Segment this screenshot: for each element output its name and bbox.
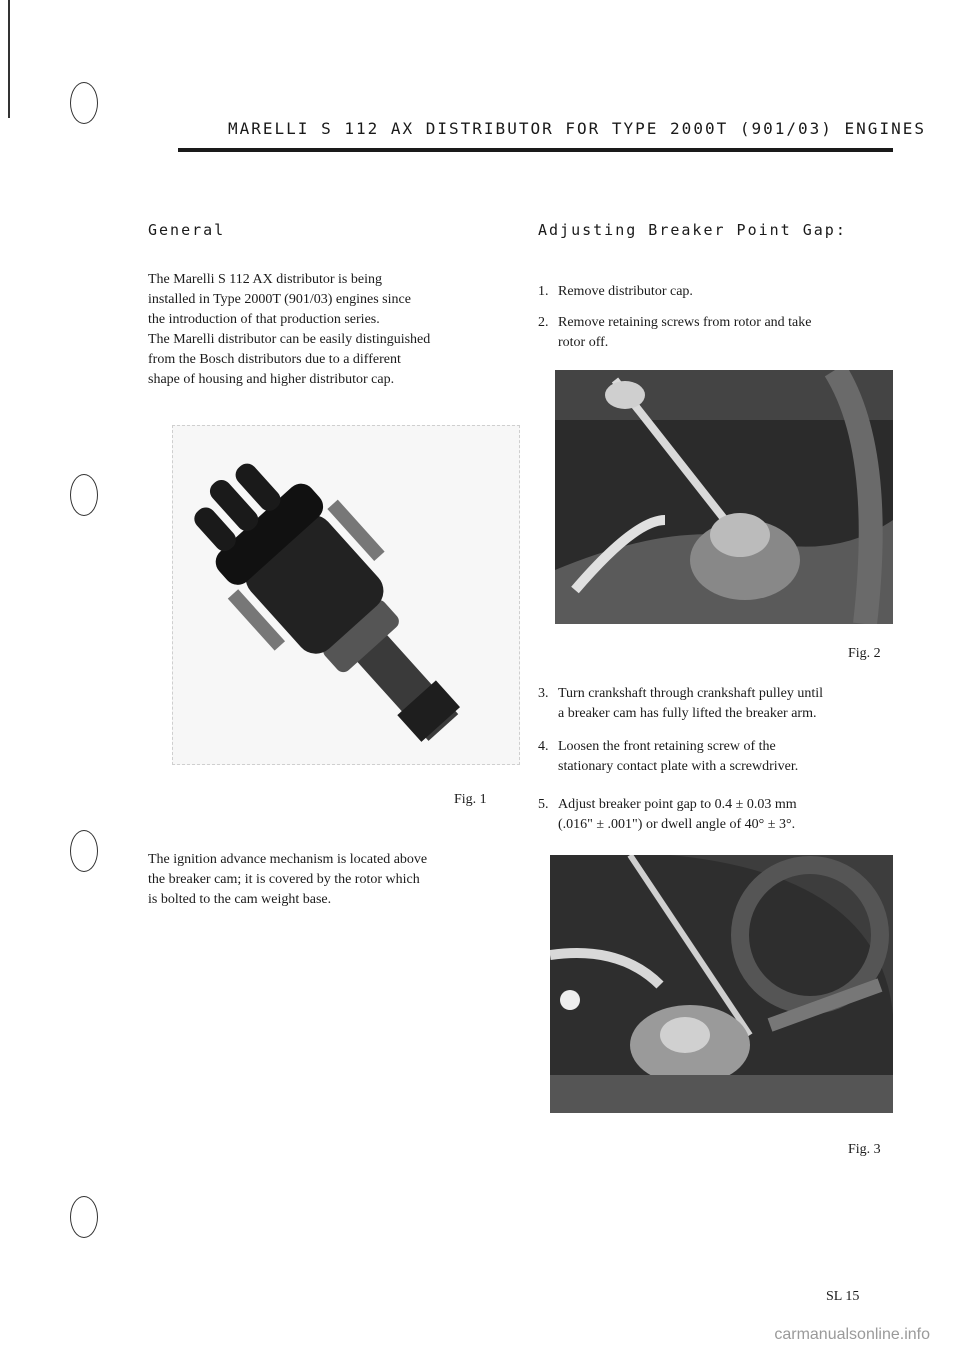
watermark: carmanualsonline.info xyxy=(774,1326,930,1343)
section-heading-adjusting: Adjusting Breaker Point Gap: xyxy=(538,221,847,239)
step-4 xyxy=(538,737,908,777)
intro-line: shape of housing and higher distributor cap. xyxy=(148,372,395,387)
gap-adjustment-illustration xyxy=(550,855,893,1113)
step-number: 3. xyxy=(538,686,549,701)
outro-line: The ignition advance mechanism is located above xyxy=(148,852,428,867)
step-text: a breaker cam has fully lifted the breaker arm. xyxy=(558,706,817,721)
figure-1-caption: Fig. 1 xyxy=(454,792,487,807)
outro-paragraph xyxy=(148,850,528,910)
step-number: 5. xyxy=(538,797,549,812)
binding-edge-line xyxy=(8,0,10,118)
step-3 xyxy=(538,684,908,724)
header-rule xyxy=(178,148,893,152)
step-number: 1. xyxy=(538,284,549,299)
intro-line: from the Bosch distributors due to a different xyxy=(148,352,401,367)
outro-line: is bolted to the cam weight base. xyxy=(148,892,332,907)
step-text: (.016" ± .001") or dwell angle of 40° ± 3°. xyxy=(558,817,796,832)
figure-1-distributor-photo xyxy=(172,425,520,765)
step-text: Turn crankshaft through crankshaft pulley until xyxy=(558,686,824,701)
breaker-cam xyxy=(660,1017,710,1053)
figure-3-caption: Fig. 3 xyxy=(848,1142,881,1157)
page-number: SL 15 xyxy=(826,1289,860,1304)
step-text: Loosen the front retaining screw of the xyxy=(558,739,776,754)
binder-hole xyxy=(70,830,98,872)
intro-line: the introduction of that production series. xyxy=(148,312,380,327)
figure-3-photo xyxy=(550,855,893,1113)
step-number: 4. xyxy=(538,739,549,754)
figure-2-photo xyxy=(555,370,893,624)
intro-line: The Marelli distributor can be easily distinguished xyxy=(148,332,431,347)
screwdriver-handle xyxy=(605,381,645,409)
intro-line: installed in Type 2000T (901/03) engines since xyxy=(148,292,411,307)
binder-hole xyxy=(70,82,98,124)
page-title: MARELLI S 112 AX DISTRIBUTOR FOR TYPE 2000T (901/03) ENGINES xyxy=(228,119,926,138)
binder-hole xyxy=(70,1196,98,1238)
step-1 xyxy=(538,282,898,302)
rotor-removal-illustration xyxy=(555,370,893,624)
step-text: rotor off. xyxy=(558,335,609,350)
step-text: Remove retaining screws from rotor and take xyxy=(558,315,812,330)
section-heading-general: General xyxy=(148,221,226,239)
intro-line: The Marelli S 112 AX distributor is being xyxy=(148,272,382,287)
binder-hole xyxy=(70,474,98,516)
intro-paragraph xyxy=(148,270,528,390)
rotor xyxy=(710,513,770,557)
step-text: stationary contact plate with a screwdriver. xyxy=(558,759,799,774)
distributor-illustration xyxy=(173,426,519,764)
step-text: Remove distributor cap. xyxy=(558,284,693,299)
outro-line: the breaker cam; it is covered by the rotor which xyxy=(148,872,420,887)
step-text: Adjust breaker point gap to 0.4 ± 0.03 mm xyxy=(558,797,797,812)
step-2 xyxy=(538,313,898,353)
step-5 xyxy=(538,795,908,835)
step-number: 2. xyxy=(538,315,549,330)
figure-2-caption: Fig. 2 xyxy=(848,646,881,661)
